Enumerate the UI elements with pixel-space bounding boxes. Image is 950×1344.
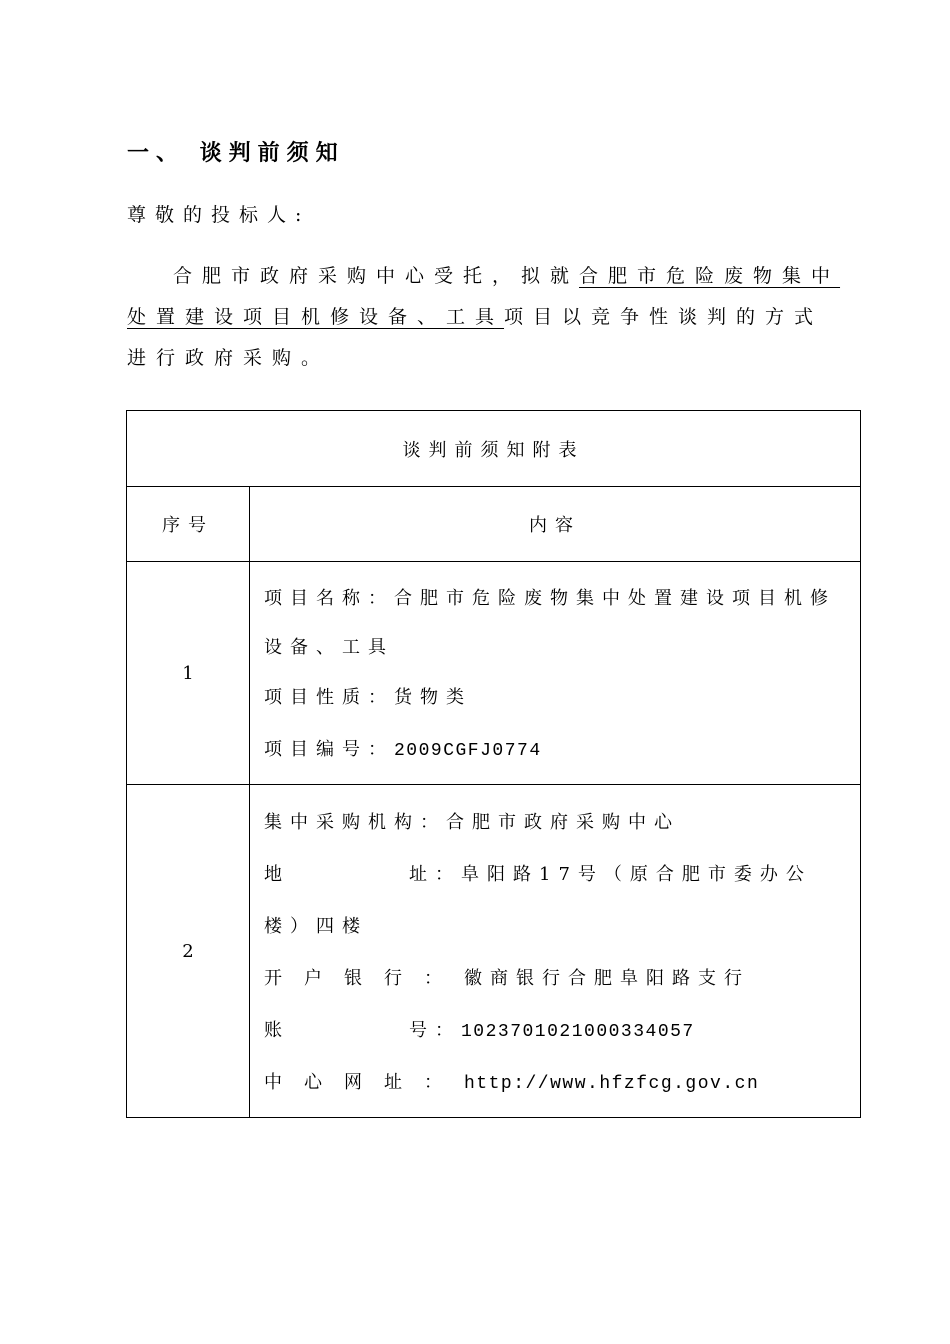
row-content (250, 562, 861, 785)
account-label-end: 号： (409, 1020, 461, 1041)
notice-appendix-table (126, 410, 861, 1118)
intro-lead-text: 合肥市政府采购中心受托，拟就 (173, 265, 580, 287)
project-nature-label: 项目性质： (264, 687, 394, 708)
address-label-end: 址： (409, 864, 461, 885)
intro-tail-text: 项目以竞争性谈判的方式进行政府采购。 (127, 306, 824, 369)
table-row (127, 785, 861, 1118)
salutation: 尊敬的投标人: (127, 204, 311, 226)
agency-line (264, 797, 850, 849)
row-index: 1 (127, 562, 250, 785)
section-heading: 一、 谈判前须知 (127, 140, 345, 166)
project-name-value: 合肥市危险废物集中处置建设项目机修设备、工具 (264, 588, 836, 658)
bank-label: 开户银行： (264, 968, 464, 989)
project-code-label: 项目编号： (264, 739, 394, 760)
table-caption: 谈判前须知附表 (127, 411, 861, 487)
project-name-line (264, 574, 850, 672)
address-line (264, 849, 850, 953)
column-header-content: 内容 (250, 487, 861, 562)
project-nature-value: 货物类 (394, 687, 472, 708)
account-label-start: 账 (264, 1020, 290, 1041)
intro-project-name: 合肥市危险废物集中处置建设项目机修设备、工具 (127, 265, 841, 328)
table-row (127, 562, 861, 785)
account-line (264, 1005, 850, 1057)
website-value: http://www.hfzfcg.gov.cn (464, 1074, 760, 1094)
intro-paragraph (127, 256, 842, 379)
agency-value: 合肥市政府采购中心 (446, 812, 680, 833)
table-header-row (127, 487, 861, 562)
table-caption-row (127, 411, 861, 487)
project-nature-line (264, 672, 850, 724)
bank-line (264, 953, 850, 1005)
address-label-start: 地 (264, 864, 290, 885)
agency-label: 集中采购机构： (264, 812, 446, 833)
address-value: 阜阳路17号（原合肥市委办公楼）四楼 (264, 864, 812, 937)
row-content (250, 785, 861, 1118)
column-header-index: 序号 (127, 487, 250, 562)
account-value: 1023701021000334057 (461, 1022, 695, 1042)
project-name-label: 项目名称： (264, 588, 394, 609)
bank-value: 徽商银行合肥阜阳路支行 (464, 968, 750, 989)
project-code-value: 2009CGFJ0774 (394, 741, 542, 761)
project-code-line (264, 724, 850, 776)
website-label: 中心网址： (264, 1072, 464, 1093)
row-index: 2 (127, 785, 250, 1118)
website-line (264, 1057, 850, 1109)
